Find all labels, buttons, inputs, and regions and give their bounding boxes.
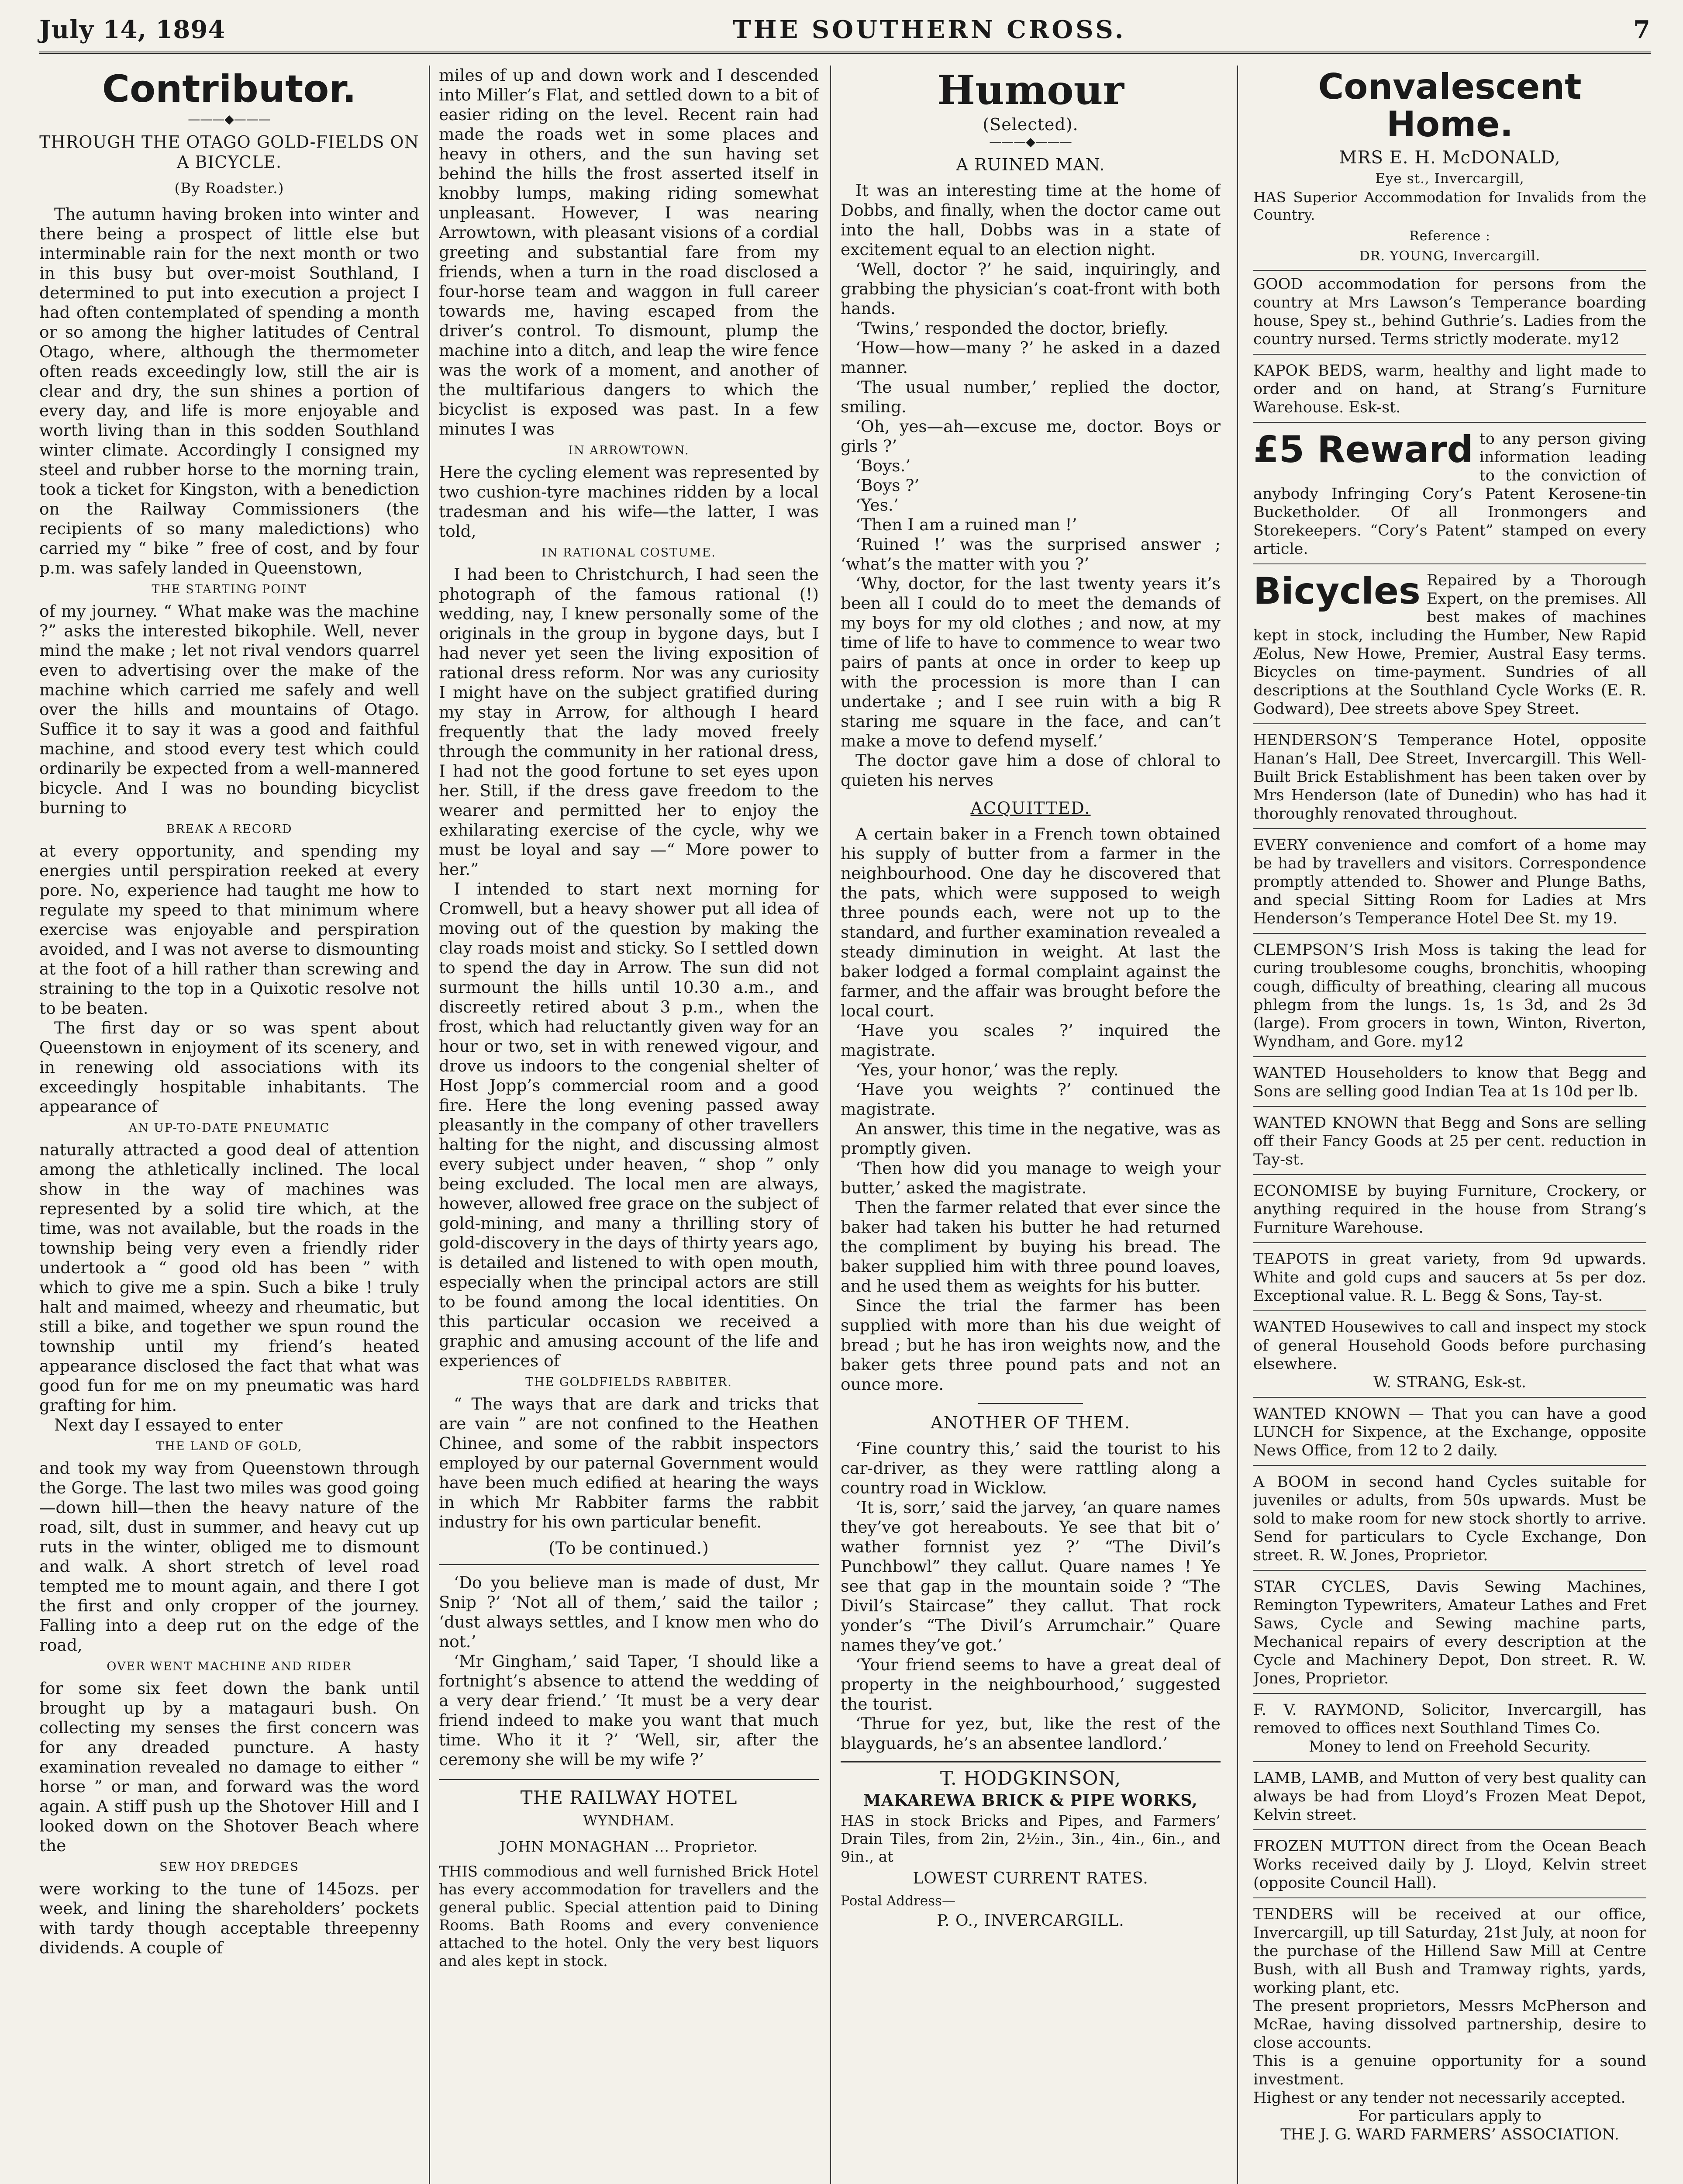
paragraph: Here the cycling element was represented by two cushion-tyre machines ridden by a local tradesman and his wife—the latter, I was told, (439, 463, 819, 541)
advert-text: F. V. RAYMOND, Solicitor, Invercargill, has removed to offices next Southland Times Co. (1253, 1701, 1646, 1737)
paragraph: The doctor gave him a dose of chloral to quieten his nerves (841, 751, 1221, 790)
advert-text: ECONOMISE by buying Furniture, Crockery, or anything required in the house from Strang’s Furniture Warehouse. (1253, 1182, 1646, 1237)
divider (978, 1403, 1083, 1404)
advert-text: KAPOK BEDS, warm, healthy and light made to order and on hand, at Strang’s Furniture Warehouse. Esk-st. (1253, 362, 1646, 416)
advert (1253, 936, 1646, 1057)
contributor-column (39, 66, 419, 2184)
article-title: THROUGH THE OTAGO GOLD-FIELDS ON A BICYCLE. (39, 132, 419, 172)
subheading: BREAK A RECORD (166, 822, 293, 836)
subheading: IN RATIONAL COSTUME. (541, 546, 716, 560)
joke: ‘Do you believe man is made of dust, Mr Snip ?’ ‘Not all of them,’ said the tailor ; ‘dust always settles, and I know men who do not.’ (439, 1573, 819, 1651)
advert-text: EVERY convenience and comfort of a home may be had by travellers and visitors. Correspondence promptly attended to. Shower and Plunge Baths, and special Sitting Room for Ladies at Mrs Henderson’s Temperance Hotel Dee St. my 19. (1253, 836, 1646, 927)
paragraph: miles of up and down work and I descended into Miller’s Flat, and settled down to a bit of easier riding on the level. Recent rain had made the roads wet in some places and heavy in others, and the sun having set behind the hills the frost asserted itself in knobby lumps, making riding somewhat unpleasant. However, I was nearing Arrowtown, with pleasant visions of a cordial greeting and substantial fare from my friends, when a turn in the road disclosed a four-horse team and waggon in full career towards me, having escaped from the driver’s control. To dismount, plump the machine into a ditch, and leap the wire fence was the work of a moment, and another of the multifarious dangers to which the bicyclist is exposed was past. In a few minutes I was (439, 66, 819, 439)
paragraph: ‘Your friend seems to have a great deal of property in the neighbourhood,’ suggested the tourist. (841, 1655, 1221, 1714)
brickworks-ad-rates: LOWEST CURRENT RATES. (913, 1870, 1148, 1887)
paragraph: It was an interesting time at the home of Dobbs, and finally, when the doctor came out into the hall, Dobbs was in a state of excitement equal to an election night. (841, 181, 1221, 259)
advert (1253, 832, 1646, 934)
convalescent-home-heading: Convalescent Home. (1318, 66, 1582, 145)
advert (1253, 727, 1646, 829)
paragraph: ‘Fine country this,’ said the tourist to his car-driver, as they were rattling along a country road in Wicklow. (841, 1439, 1221, 1497)
subheading: OVER WENT MACHINE AND RIDER (107, 1660, 352, 1673)
advertisements-column (1253, 66, 1646, 2184)
bicycles-advert (1253, 567, 1646, 724)
postal-address-label: Postal Address— (841, 1893, 955, 1909)
advert-text: LAMB, LAMB, and Mutton of very best quality can always be had from Lloyd’s Frozen Meat Depot, Kelvin street. (1253, 1769, 1646, 1824)
reference-name: DR. YOUNG, Invercargill. (1359, 249, 1541, 264)
subheading: AN UP-TO-DATE PNEUMATIC (128, 1121, 330, 1135)
advert (1253, 1573, 1646, 1694)
subheading: SEW HOY DREDGES (159, 1860, 299, 1874)
convalescent-proprietor: MRS E. H. McDONALD, (1339, 148, 1561, 168)
newspaper-title: THE SOUTHERN CROSS. (732, 15, 1126, 44)
page-number: 7 (1633, 15, 1651, 44)
advert-text: The present proprietors, Messrs McPherson and McRae, having dissolved partnership, desire to close accounts. (1253, 1997, 1646, 2052)
paragraph: were working to the tune of 145ozs. per week, and lining the shareholders’ pockets with tardy though acceptable threepenny dividends. A couple of (39, 1879, 419, 1957)
paragraph: and took my way from Queenstown through the Gorge. The last two miles was good going—down hill—then the heavy nature of the road, silt, dust in summer, and heavy cut up ruts in the winter, obliged me to dismount and walk. A short stretch of level road tempted me to mount again, and there I got the first and only cropper of the journey. Falling into a deep rut on the edge of the road, (39, 1458, 419, 1655)
paragraph: naturally attracted a good deal of attention among the athletically inclined. The local show in the way of machines was represented by a solid tire which, at the time, was not available, but the roads in the township being very even a friendly rider undertook a “ good old has been ” with which to give me a spin. Such a bike ! truly halt and maimed, wheezy and rheumatic, but still a bike, and together we spun round the township until my friend’s heated appearance disclosed the fact that what was good fun for me on my pneumatic was hard grafting for him. (39, 1140, 419, 1415)
brickworks-ad-name: T. HODGKINSON, (940, 1767, 1121, 1790)
paragraph: ‘Well, doctor ?’ he said, inquiringly, and grabbing the physician’s coat-front with both hands. (841, 259, 1221, 318)
convalescent-body: HAS Superior Accommodation for Invalids from the Country. (1253, 189, 1646, 223)
humour-column (841, 66, 1221, 2184)
paragraph: ‘Ruined !’ was the surprised answer ; ‘what’s the matter with you ?’ (841, 535, 1221, 574)
advert (1253, 271, 1646, 355)
paragraph: I had been to Christchurch, I had seen the photograph of the famous rational (!) wedding, nay, I knew personally some of the originals in the group in bygone days, but I had never yet seen the living exposition of rational dress reform. Nor was any curiosity I might have on the subject gratified during my stay in Arrow, for although I heard frequently that the lady moved freely through the community in her rational dress, I had not the good fortune to set eyes upon her. Still, if the dress gave freedom to the wearer and permitted her to enjoy the exhilarating exercise of the cycle, why we must be loyal and say —“ More power to her.” (439, 565, 819, 879)
paragraph: The autumn having broken into winter and there being a prospect of little else but interminable rain for the next month or two in this busy but over-moist Southland, I determined to put into execution a project I had often contemplated of spending a month or so among the higher latitudes of Central Otago, where, although the thermometer often reads exceedingly low, still the air is clear and dry, the sun shines a portion of every day, and life is more enjoyable and worth living than in this sodden Southland winter climate. Accordingly I consigned my steel and rubber horse to the morning train, took a ticket for Kingston, with a benediction on the Railway Commissioners (the recipients of so many maledictions) who carried my “ bike ” free of cost, and by four p.m. was safely landed in Queenstown, (39, 204, 419, 577)
paragraph: ‘Have you scales ?’ inquired the magistrate. (841, 1021, 1221, 1060)
paragraph: Since the trial the farmer has been supplied with more than his due weight of bread ; but he has iron weights now, and the baker gets three pound pats and not an ounce more. (841, 1296, 1221, 1394)
advert (1253, 1765, 1646, 1830)
section-heading: Humour (937, 66, 1124, 114)
bicycles-headline: Bicycles (1253, 570, 1421, 612)
paragraph: ‘Why, doctor, for the last twenty years it’s been all I could do to meet the demands of my boys for my old clothes ; and now, at my time of life to have to commence to wear two pairs of pants at once in order to keep up with the procession is more than I can undertake ; and I see ruin with a big R staring me square in the face, and can’t make a move to defend myself.’ (841, 574, 1221, 750)
advert-text: FROZEN MUTTON direct from the Ocean Beach Works received daily by J. Lloyd, Kelvin street (opposite Council Hall). (1253, 1838, 1646, 1892)
advert (1253, 1400, 1646, 1466)
paragraph: The first day or so was spent about Queenstown in enjoyment of its scenery, and in renewing old associations with its exceedingly hospitable inhabitants. The appearance of (39, 1018, 419, 1116)
paragraph: ‘Yes, your honor,’ was the reply. (855, 1060, 1119, 1079)
paragraph: ‘It is, sorr,’ said the jarvey, ‘an quare names they’ve got hereabouts. Ye see that bit o’ wather fornnist yez ?’ “The Divil’s Punchbowl” they callut. Quare names ! Ye see that gap in the mountain soide ? “The Divil’s Staircase” they callut. That rock yonder’s “The Divil’s Arrumchair.” Quare names they’ve got.’ (841, 1498, 1221, 1655)
subheading: THE LAND OF GOLD, (156, 1440, 303, 1453)
advert-text: A BOOM in second hand Cycles suitable for juveniles or adults, from 50s upwards. Must be sold to make room for new stock shortly to arrive. Send for particulars to Cycle Exchange, Don street. R. W. Jones, Proprietor. (1253, 1473, 1646, 1564)
advert-text: CLEMPSON’S Irish Moss is taking the lead for curing troublesome coughs, bronchitis, whooping cough, difficulty of breathing, clearing all mucous phlegm from the lungs. 1s, 1s 3d, and 2s 3d (large). From grocers in town, Winton, Riverton, Wyndham, and Gore. my12 (1253, 941, 1646, 1051)
brickworks-ad-body: HAS in stock Bricks and Pipes, and Farmers’ Drain Tiles, from 2in, 2½in., 3in., 4in., 6in., and 9in., at (841, 1812, 1221, 1866)
subheading: IN ARROWTOWN. (568, 444, 690, 457)
paragraph: A certain baker in a French town obtained his supply of butter from a farmer in the neighbourhood. One day he discovered that the pats, which were supposed to weigh three pounds each, were not up to the standard, and further examination revealed a steady diminution in weight. At last the baker lodged a formal complaint against the farmer, and the affair was brought before the local court. (841, 824, 1221, 1020)
paragraph: ‘Boys ?’ (855, 476, 920, 495)
convalescent-address: Eye st., Invercargill, (1375, 171, 1524, 187)
paragraph: of my journey. “ What make was the machine ?” asks the interested bikophile. Well, never mind the make ; let not rival vendors quarrel even to advertising over the make of the machine which carried me safely and well over the hills and mountains of Otago. Suffice it to say it was a good and faithful machine, and stood every test which could ordinarily be expected from a well-mannered bicycle. And I was no bounding bicyclist burning to (39, 601, 419, 817)
joke: ‘Mr Gingham,’ said Taper, ‘I should like a fortnight’s absence to attend the wedding of a very dear friend.’ ‘It must be a very dear friend indeed to make you want that much time. Who it it ?’ ‘Well, sir, after the ceremony she will be my wife ?’ (439, 1652, 819, 1769)
paragraph: An answer, this time in the negative, was as promptly given. (841, 1119, 1221, 1158)
advert-text: STAR CYCLES, Davis Sewing Machines, Remington Typewriters, Amateur Lathes and Fret Saws, Cycle and Sewing machine parts, Mechanical repairs of every description at the Cycle and Machinery Depot, Don street. R. W. Jones, Proprietor. (1253, 1578, 1646, 1687)
advert (1253, 1178, 1646, 1243)
paragraph: at every opportunity, and spending my energies until perspiration reeked at every pore. No, experience had taught me how to regulate my speed to that minimum where exercise was enjoyable and perspiration avoided, and I was not averse to dismounting at the foot of a hill rather than screwing and straining to the top in a Quixotic resolve not to be beaten. (39, 841, 419, 1018)
reward-advert (1253, 425, 1646, 564)
advert (1253, 1246, 1646, 1311)
divider (439, 1564, 819, 1565)
advert-text: WANTED KNOWN — That you can have a good LUNCH for Sixpence, at the Exchange, opposite News Office, from 12 to 2 daily. (1253, 1405, 1646, 1459)
paragraph: ‘Oh, yes—ah—excuse me, doctor. Boys or girls ?’ (841, 417, 1221, 456)
subheading: THE STARTING POINT (152, 583, 307, 596)
issue-date: July 14, 1894 (39, 15, 226, 44)
paragraph: ‘Yes.’ (855, 495, 899, 515)
advert (1253, 1314, 1646, 1398)
reward-headline: £5 Reward (1253, 428, 1473, 471)
column-rule (429, 66, 430, 2184)
advert (1253, 357, 1646, 423)
advert-text: WANTED Housewives to call and inspect my stock of general Household Goods before purchasing elsewhere. (1253, 1319, 1646, 1373)
paragraph: ‘Thrue for yez, but, like the rest of the blayguards, he’s an absentee landlord.’ (841, 1714, 1221, 1753)
selected-note: (Selected). (983, 115, 1079, 134)
continued-column (439, 66, 819, 2184)
column-rule (830, 66, 831, 2184)
postal-address: P. O., INVERCARGILL. (937, 1912, 1124, 1930)
subheading: THE GOLDFIELDS RABBITER. (525, 1375, 732, 1389)
advert (1253, 1109, 1646, 1175)
advert (1253, 1469, 1646, 1571)
ornament-divider: ———◆——— (989, 135, 1072, 149)
paragraph: ‘Then I am a ruined man !’ (855, 515, 1077, 534)
divider (841, 1761, 1221, 1762)
advert-text: Money to lend on Freehold Security. (1309, 1738, 1591, 1755)
paragraph: for some six feet down the bank until brought up by a matagauri bush. On collecting my senses the first concern was for any dreaded puncture. A hasty examination revealed no damage to either “ horse ” or man, and forward was the word again. A stiff push up the Shotover Hill and I looked down on the Shotover Beach where the (39, 1679, 419, 1855)
paragraph: ‘Twins,’ responded the doctor, briefly. (855, 318, 1169, 338)
story-title: A RUINED MAN. (956, 155, 1105, 174)
masthead (39, 8, 1651, 54)
paragraph: Then the farmer related that ever since the baker had taken his butter he had returned the compliment by buying his bread. The baker supplied him with three pound loaves, and he used them as weights for his butter. (841, 1198, 1221, 1296)
story-title: ANOTHER OF THEM. (931, 1413, 1131, 1432)
advert-text: THE J. G. WARD FARMERS’ ASSOCIATION. (1280, 2126, 1619, 2143)
paragraph: ‘Have you weights ?’ continued the magistrate. (841, 1080, 1221, 1119)
advert (1253, 1697, 1646, 1762)
byline: (By Roadster.) (174, 180, 284, 197)
paragraph: ‘How—how—many ?’ he asked in a dazed manner. (841, 338, 1221, 377)
paragraph: Next day I essayed to enter (54, 1415, 283, 1434)
advert-text: WANTED Householders to know that Begg and Sons are selling good Indian Tea at 1s 10d per lb. (1253, 1064, 1646, 1100)
paragraph: I intended to start next morning for Cromwell, but a heavy shower put all idea of moving out of the question by making the clay roads moist and sticky. So I settled down to spend the day in Arrow. The sun did not surmount the hills until 10.30 a.m., and discreetly retired about 3 p.m., when the frost, which had reluctantly given way for an hour or two, set in with renewed vigour, and drove us indoors to the congenial shelter of Host Jopp’s commercial room and a good fire. Here the long evening passed away pleasantly in the company of other travellers halting for the night, and discussing almost every subject under heaven, “ shop ” only being excluded. The local men are always, however, allowed free grace on the subject of gold-mining, and many a thrilling story of gold-discovery in the days of thirty years ago, is detailed and listened to with open mouth, especially when the principal actors are still to be found among the local identities. On this particular occasion we received a graphic and amusing account of the life and experiences of (439, 879, 819, 1370)
story-title: ACQUITTED. (970, 798, 1091, 818)
divider (439, 1779, 819, 1780)
paragraph: ‘The usual number,’ replied the doctor, smiling. (841, 377, 1221, 416)
advert-text: to any person giving information leading to the conviction of anybody Infringing Cory’s Patent Kerosene-tin Bucketholder. Of all Ironmongers and Storekeepers. “Cory’s Patent” stamped on every article. (1253, 430, 1646, 558)
ornament-divider: ———◆——— (188, 112, 271, 126)
advert-text: Repaired by a Thorough Expert, on the premises. All best makes of machines kept in stock, including the Humber, New Rapid Æolus, New Howe, Premier, Austral Easy terms. Bicycles on time-payment. Sundries of all descriptions at the Southland Cycle Works (E. R. Godward), Dee streets above Spey Street. (1253, 572, 1646, 718)
advert-signature: W. STRANG, Esk-st. (1373, 1374, 1526, 1391)
hotel-ad-proprietor: JOHN MONAGHAN ... Proprietor. (500, 1838, 758, 1855)
advert-text: For particulars apply to (1358, 2108, 1542, 2125)
advert (1253, 1060, 1646, 1107)
advert-text: Highest or any tender not necessarily accepted. (1253, 2089, 1626, 2107)
hotel-ad-body: THIS commodious and well furnished Brick Hotel has every accommodation for travellers and the general public. Special attention paid to Dining Rooms. Bath Rooms and every convenience attached to the hotel. Only the very best liquors and ales kept in stock. (439, 1863, 819, 1970)
column-rule (1237, 66, 1238, 2184)
advert-text: HENDERSON’S Temperance Hotel, opposite Hanan’s Hall, Dee Street, Invercargill. This Well-Built Brick Establishment has been taken over by Mrs Henderson (late of Dunedin) who has had it thoroughly renovated throughout. (1253, 732, 1646, 822)
advert-text: This is a genuine opportunity for a sound investment. (1253, 2053, 1646, 2088)
paragraph: “ The ways that are dark and tricks that are vain ” are not confined to the Heathen Chinee, and some of the rabbit inspectors employed by our paternal Government would have been much edified at hearing the ways in which Mr Rabbiter farms the rabbit industry for his own particular benefit. (439, 1394, 819, 1531)
hotel-ad-place: WYNDHAM. (583, 1812, 675, 1829)
advert (1253, 1833, 1646, 1898)
advert-text: TEAPOTS in great variety, from 9d upwards. White and gold cups and saucers at 5s per doz. Exceptional value. R. L. Begg & Sons, Tay-st. (1253, 1251, 1646, 1305)
to-be-continued: (To be continued.) (548, 1538, 709, 1558)
brickworks-ad-firm: MAKAREWA BRICK & PIPE WORKS, (863, 1791, 1198, 1810)
section-heading: Contributor. (102, 67, 357, 111)
paragraph: ‘Then how did you manage to weigh your butter,’ asked the magistrate. (841, 1158, 1221, 1197)
paragraph: ‘Boys.’ (855, 456, 911, 475)
advert-text: GOOD accommodation for persons from the country at Mrs Lawson’s Temperance boarding house, Spey st., behind Guthrie’s. Ladies from the country nursed. Terms strictly moderate. my12 (1253, 276, 1646, 348)
reference-label: Reference : (1409, 228, 1490, 244)
hotel-ad-title: THE RAILWAY HOTEL (520, 1787, 738, 1808)
advert-text: WANTED KNOWN that Begg and Sons are selling off their Fancy Goods at 25 per cent. reduction in Tay-st. (1253, 1114, 1646, 1168)
advert-text: TENDERS will be received at our office, Invercargill, up till Saturday, 21st July, at noon for the purchase of the Hillend Saw Mill at Centre Bush, with all Bush and Tramway rights, yards, working plant, etc. (1253, 1906, 1646, 1997)
tender-advert (1253, 1901, 1646, 2149)
